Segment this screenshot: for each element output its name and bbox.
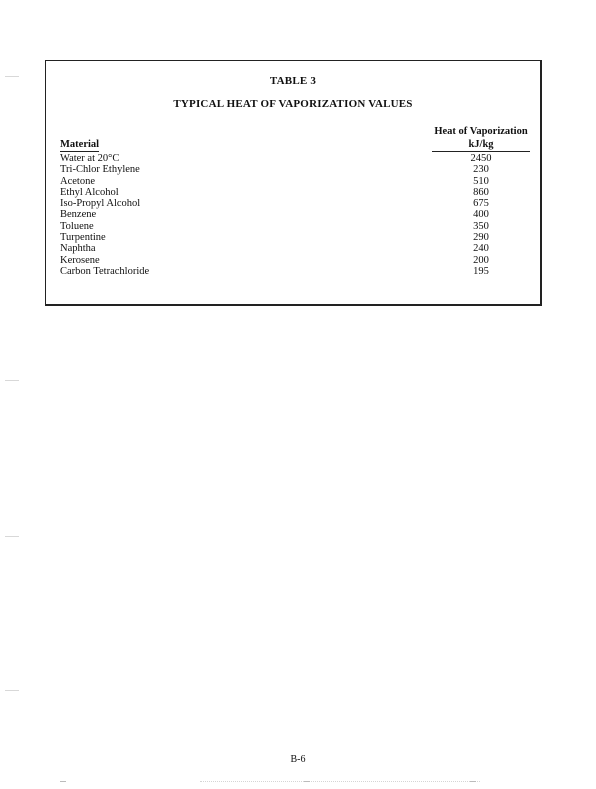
table-row [60,153,530,164]
table-title: TYPICAL HEAT OF VAPORIZATION VALUES [173,98,413,110]
row-value: 240 [473,243,489,255]
row-value: 200 [473,254,489,266]
row-material: Acetone [60,175,95,187]
table-row [60,221,530,232]
row-material: Water at 20°C [60,153,120,164]
table-number: TABLE 3 [269,75,317,87]
row-value: 2450 [470,153,492,164]
row-value: 675 [473,198,489,210]
table-row [60,176,530,187]
row-material: Naphtha [60,243,96,255]
row-material: Kerosene [60,254,100,266]
row-material: Benzene [60,209,97,221]
table-body [60,153,530,277]
scan-bottom-edge [200,781,480,782]
row-material: Carbon Tetrachloride [60,265,150,277]
row-value: 400 [473,209,489,221]
column-header-value-title: Heat of Vaporization [434,126,528,137]
table-frame [45,60,542,306]
row-value: 860 [473,186,489,198]
row-material: Tri-Chlor Ethylene [60,164,140,176]
scan-margin-mark [5,380,19,381]
row-value: 350 [473,220,489,232]
row-value: 195 [473,265,489,277]
column-header-value-unit: kJ/kg [432,139,530,153]
table-row [60,187,530,198]
scan-margin-mark [5,536,19,537]
scan-corner-mark [470,781,476,782]
row-material: Turpentine [60,232,106,244]
table-row [60,243,530,254]
table-row [60,266,530,277]
column-header-heat-of-vaporization [430,126,532,152]
row-value: 290 [473,232,489,244]
scan-margin-mark [5,76,19,77]
scan-corner-mark [60,781,66,782]
page-number: B-6 [290,754,306,765]
row-material: Iso-Propyl Alcohol [60,198,141,210]
scan-corner-mark [304,781,310,782]
table-row [60,255,530,266]
table-row [60,209,530,220]
row-material: Toluene [60,220,94,232]
table-row [60,232,530,243]
row-material: Ethyl Alcohol [60,186,119,198]
row-value: 230 [473,164,489,176]
column-header-material: Material [60,139,100,150]
row-value: 510 [473,175,489,187]
scan-margin-mark [5,690,19,691]
table-row [60,198,530,209]
table-row [60,164,530,175]
